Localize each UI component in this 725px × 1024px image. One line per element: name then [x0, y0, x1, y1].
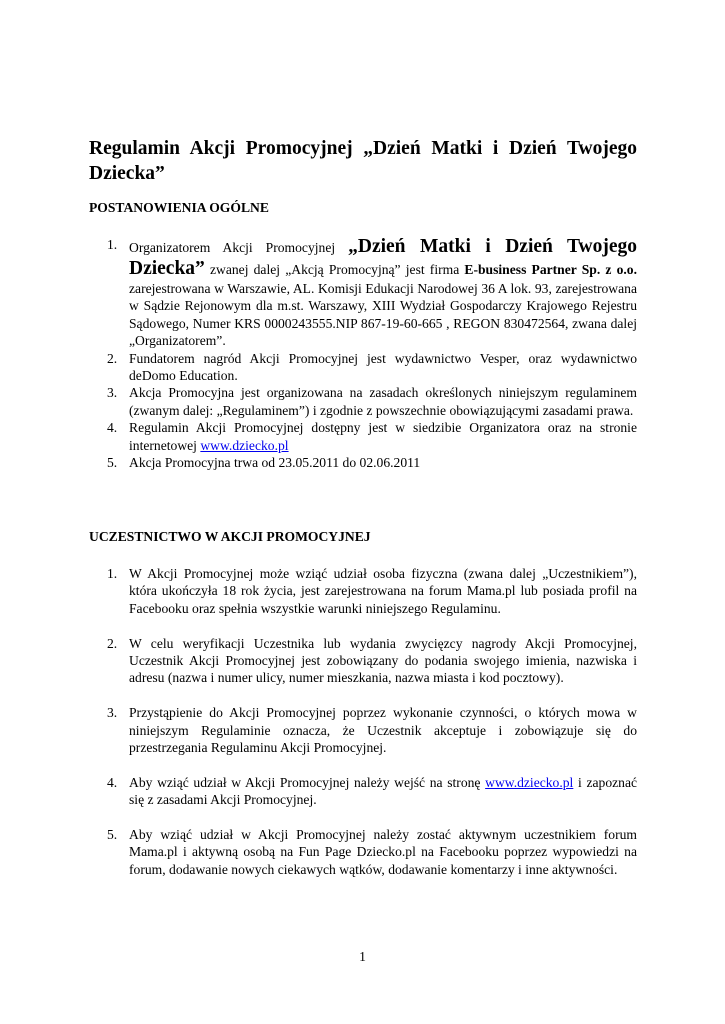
item-number: 5.: [107, 827, 118, 843]
item-number: 3.: [107, 705, 118, 721]
item-text: W Akcji Promocyjnej może wziąć udział osoba fizyczna (zwana dalej „Uczestnikiem”), która ukończyła 18 rok życia, jest zarejestrowana na forum Mama.pl lub posiada profil na Facebooku oraz spełnia wszystkie warunki niniejszego Regulaminu.: [129, 566, 637, 616]
company-name: E-business Partner Sp. z o.o.: [464, 262, 637, 277]
section-heading-general: POSTANOWIENIA OGÓLNE: [89, 200, 269, 215]
item-number: 3.: [107, 385, 118, 401]
item-number: 4.: [107, 420, 118, 436]
item-text: Akcja Promocyjna trwa od 23.05.2011 do 02.06.2011: [129, 455, 421, 471]
document-title: Regulamin Akcji Promocyjnej „Dzień Matki i Dzień Twojego Dziecka”: [89, 138, 637, 184]
list-item: [0, 635, 637, 687]
item-number: 2.: [107, 350, 118, 366]
section-heading-participation: UCZESTNICTWO W AKCJI PROMOCYJNEJ: [89, 529, 371, 544]
list-item: [0, 384, 637, 419]
item-text: Aby wziąć udział w Akcji Promocyjnej należy zostać aktywnym uczestnikiem forum Mama.pl i aktywną osobą na Fun Page Dziecko.pl na Facebooku poprzez wypowiedzi na forum, dodawanie nowych ciekawych wątków, dodawanie komentarzy i inne aktywności.: [129, 827, 637, 877]
dziecko-link[interactable]: www.dziecko.pl: [200, 437, 289, 453]
page-number: 1: [359, 949, 366, 964]
participation-list: [0, 565, 637, 896]
list-item: [0, 350, 637, 385]
item-text: Organizatorem Akcji Promocyjnej: [129, 240, 336, 255]
item-text: W celu weryfikacji Uczestnika lub wydania zwycięzcy nagrody Akcji Promocyjnej, Uczestnik Akcji Promocyjnej jest zobowiązany do podania swojego imienia, nazwiska i adresu (nazwa i numer ulicy, numer mieszkania, nazwa miasta i kod pocztowy).: [129, 635, 637, 686]
list-item: [0, 454, 637, 471]
list-item: [0, 826, 637, 878]
item-number: 1.: [107, 237, 118, 252]
list-item: [0, 565, 637, 617]
item-text: zarejestrowana w Warszawie, AL. Komisji Edukacji Narodowej 36 A lok. 93, zarejestrowana w Sądzie Rejonowym dla m.st. Warszawy, XIII Wydział Gospodarczy Krajowego Rejestru Sądowego, Numer KRS 0000243555.NIP 867-19-60-665 , REGON 830472564, zwana dalej „Organizatorem”.: [129, 281, 637, 349]
item-text: Przystąpienie do Akcji Promocyjnej poprzez wykonanie czynności, o których mowa w niniejszym Regulaminie oznacza, że Uczestnik akceptuje i zobowiązuje się do przestrzegania Regulaminu Akcji Promocyjnej.: [129, 705, 637, 756]
list-item: [0, 419, 637, 454]
promo-name: „Dzień Matki i Dzień Twojego Dziecka”: [129, 236, 637, 279]
general-provisions-list: [0, 236, 637, 471]
item-text: zwanej dalej „Akcją Promocyjną” jest firma: [209, 262, 460, 277]
item-number: 4.: [107, 774, 118, 790]
item-text: Fundatorem nagród Akcji Promocyjnej jest wydawnictwo Vesper, oraz wydawnictwo deDomo Education.: [129, 350, 637, 384]
list-item: [0, 774, 637, 809]
dziecko-link[interactable]: www.dziecko.pl: [485, 774, 574, 790]
item-number: 5.: [107, 455, 118, 471]
list-item: [0, 236, 637, 350]
item-number: 2.: [107, 635, 118, 651]
item-text: Aby wziąć udział w Akcji Promocyjnej należy wejść na stronę: [129, 774, 481, 790]
item-number: 1.: [107, 566, 118, 581]
list-item: [0, 704, 637, 756]
item-text: i zapoznać się z zasadami Akcji Promocyjnej.: [129, 774, 638, 808]
item-text: Regulamin Akcji Promocyjnej dostępny jest w siedzibie Organizatora oraz na stronie internetowej: [129, 420, 637, 453]
item-text: Akcja Promocyjna jest organizowana na zasadach określonych niniejszym regulaminem (zwanym dalej: „Regulaminem”) i zgodnie z powszechnie obowiązującymi zasadami prawa.: [129, 385, 637, 418]
